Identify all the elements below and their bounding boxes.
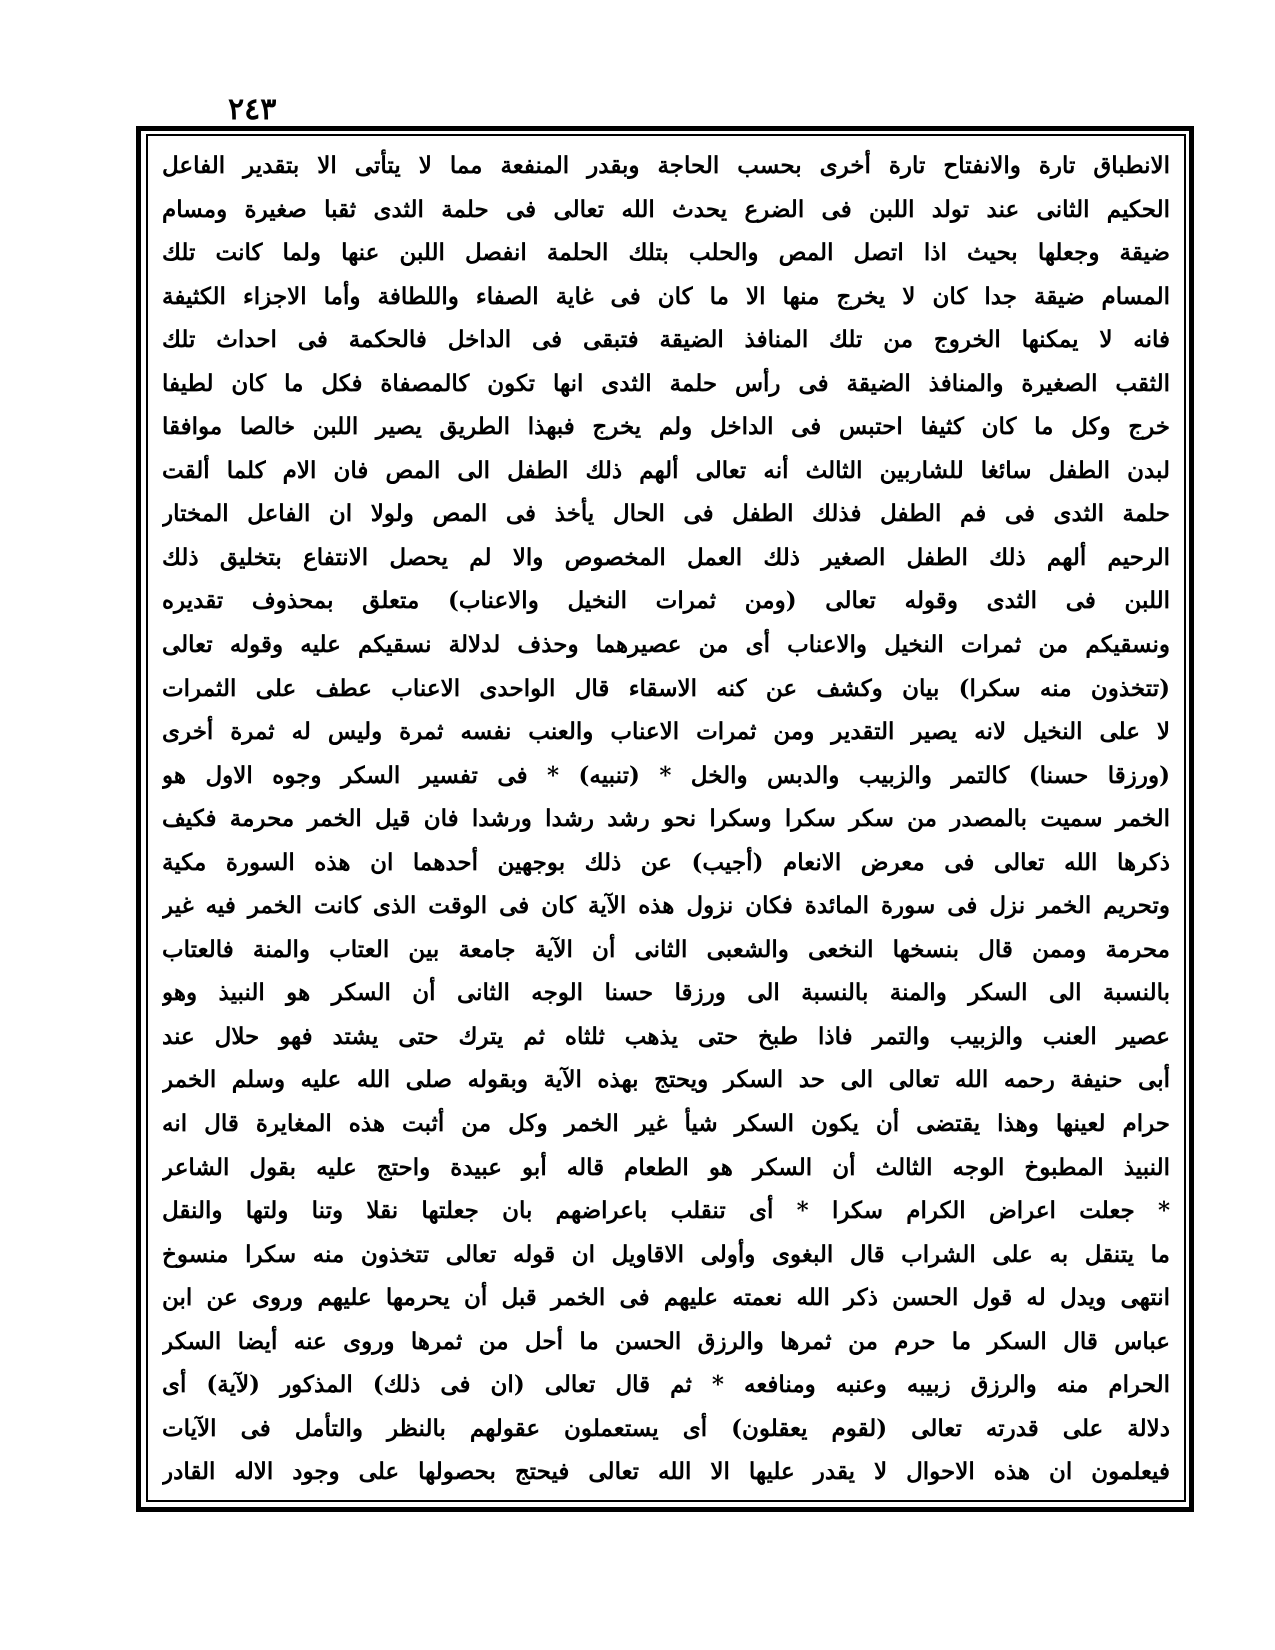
text-line: ذكرها الله تعالى فى معرض الانعام (أجيب) عن ذلك بوجهين أحدهما ان هذه السورة مكية [162,848,1170,876]
text-line: المسام ضيقة جدا كان لا يخرج منها الا ما كان فى غاية الصفاء واللطافة وأما الاجزاء الكثيفة [162,282,1170,310]
text-line: محرمة وممن قال بنسخها النخعى والشعبى الثانى أن الآية جامعة بين العتاب والمنة فالعتاب [162,935,1170,963]
text-line: ما يتنقل به على الشراب قال البغوى وأولى الاقاويل ان قوله تعالى تتخذون منه سكرا منسوخ [162,1240,1170,1268]
text-line: حلمة الثدى فى فم الطفل فذلك الطفل فى الحال يأخذ فى المص ولولا ان الفاعل المختار [162,500,1170,528]
text-line: حرام لعينها وهذا يقتضى أن يكون السكر شيأ غير الخمر وكل من أثبت هذه المغايرة قال انه [162,1110,1170,1138]
text-line: الخمر سميت بالمصدر من سكر سكرا وسكرا نحو رشد رشدا ورشدا فان قيل الخمر محرمة فكيف [162,805,1170,833]
text-line: النبيذ المطبوخ الوجه الثالث أن السكر هو الطعام قاله أبو عبيدة واحتج عليه بقول الشاعر [162,1153,1170,1181]
text-line: أبى حنيفة رحمه الله تعالى الى حد السكر ويحتج بهذه الآية وبقوله صلى الله عليه وسلم الخمر [162,1066,1170,1094]
text-line: دلالة على قدرته تعالى (لقوم يعقلون) أى يستعملون عقولهم بالنظر والتأمل فى الآيات [162,1414,1170,1442]
text-line: اللبن فى الثدى وقوله تعالى (ومن ثمرات النخيل والاعناب) متعلق بمحذوف تقديره [162,587,1170,615]
text-line: وتحريم الخمر نزل فى سورة المائدة فكان نزول هذه الآية كان فى الوقت الذى كانت الخمر فيه غير [162,892,1170,920]
text-line: (تتخذون منه سكرا) بيان وكشف عن كنه الاسقاء قال الواحدى الاعناب عطف على الثمرات [162,674,1170,702]
page-number: ٢٤٣ [228,92,277,127]
text-line: الحرام منه والرزق زبيبه وعنبه ومنافعه * ثم قال تعالى (ان فى ذلك) المذكور (لآية) أى [162,1371,1170,1399]
text-line: فانه لا يمكنها الخروج من تلك المنافذ الضيقة فتبقى فى الداخل فالحكمة فى احداث تلك [162,326,1170,354]
text-line: ونسقيكم من ثمرات النخيل والاعناب أى من عصيرهما وحذف لدلالة نسقيكم عليه وقوله تعالى [162,631,1170,659]
text-line: الرحيم ألهم ذلك الطفل الصغير ذلك العمل المخصوص والا لم يحصل الانتفاع بتخليق ذلك [162,543,1170,571]
text-line: عباس قال السكر ما حرم من ثمرها والرزق الحسن ما أحل من ثمرها وروى عنه أيضا السكر [162,1327,1170,1355]
text-line: بالنسبة الى السكر والمنة بالنسبة الى ورزقا حسنا الوجه الثانى أن السكر هو النبيذ وهو [162,979,1170,1007]
text-line: خرج وكل ما كان كثيفا احتبس فى الداخل ولم يخرج فبهذا الطريق يصير اللبن خالصا موافقا [162,413,1170,441]
text-line: الحكيم الثانى عند تولد اللبن فى الضرع يحدث الله تعالى فى حلمة الثدى ثقبا صغيرة ومسام [162,195,1170,223]
text-line: فيعلمون ان هذه الاحوال لا يقدر عليها الا الله تعالى فيحتج بحصولها على وجود الاله القادر [162,1458,1170,1486]
text-line: (ورزقا حسنا) كالتمر والزبيب والدبس والخل * (تنبيه) * فى تفسير السكر وجوه الاول هو [162,761,1170,789]
text-line: الثقب الصغيرة والمنافذ الضيقة فى رأس حلمة الثدى انها تكون كالمصفاة فكل ما كان لطيفا [162,369,1170,397]
text-line: انتهى ويدل له قول الحسن ذكر الله نعمته عليهم فى الخمر قبل أن يحرمها عليهم وروى عن ابن [162,1284,1170,1312]
text-block [162,144,1170,1494]
text-line: ضيقة وجعلها بحيث اذا اتصل المص والحلب بتلك الحلمة انفصل اللبن عنها ولما كانت تلك [162,239,1170,267]
text-line: لا على النخيل لانه يصير التقدير ومن ثمرات الاعناب والعنب نفسه ثمرة وليس له ثمرة أخرى [162,718,1170,746]
text-line: الانطباق تارة والانفتاح تارة أخرى بحسب الحاجة وبقدر المنفعة مما لا يتأتى الا بتقدير الفاعل [162,152,1170,179]
text-line: عصير العنب والزبيب والتمر فاذا طبخ حتى يذهب ثلثاه ثم يترك حتى يشتد فهو حلال عند [162,1022,1170,1050]
text-line: * جعلت اعراض الكرام سكرا * أى تنقلب باعراضهم بان جعلتها نقلا وتنا ولتها والنقل [162,1197,1170,1225]
text-line: لبدن الطفل سائغا للشاربين الثالث أنه تعالى ألهم ذلك الطفل الى المص فان الام كلما ألقت [162,456,1170,484]
